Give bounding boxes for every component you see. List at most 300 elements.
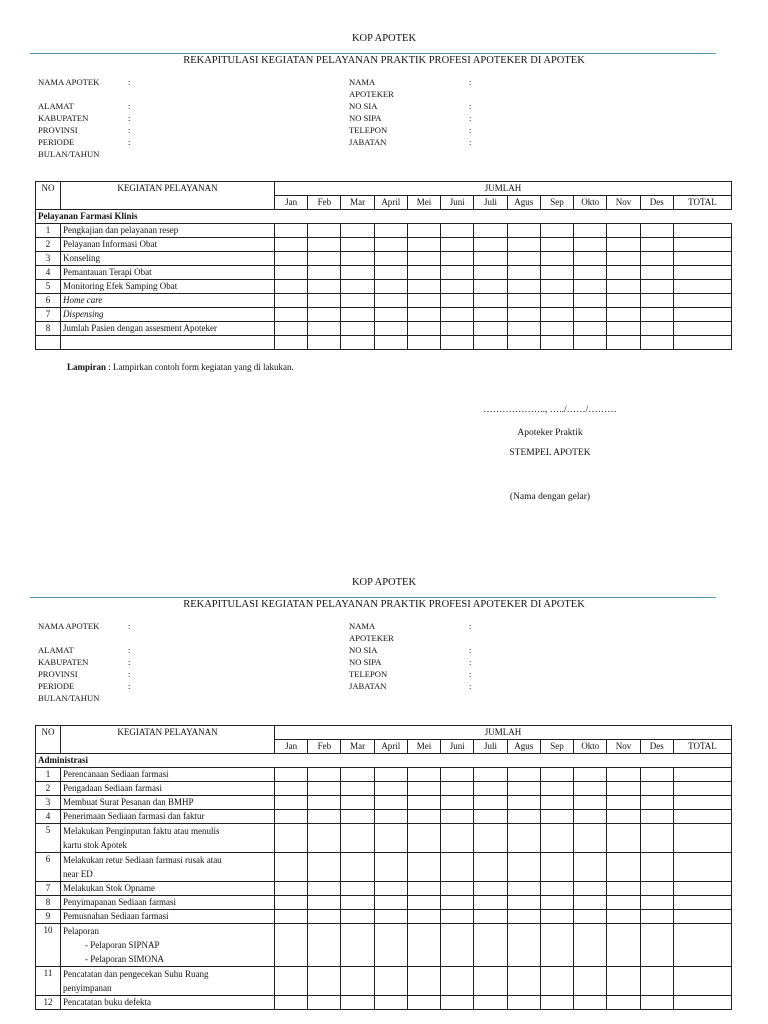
value-cell[interactable] [673,967,731,996]
value-cell[interactable] [607,910,640,924]
value-cell[interactable] [441,238,474,252]
value-cell[interactable] [275,280,308,294]
value-cell[interactable] [407,924,440,967]
value-cell[interactable] [507,294,540,308]
value-cell[interactable] [507,768,540,782]
value-cell[interactable] [474,336,507,350]
value-cell[interactable] [308,924,341,967]
value-cell[interactable] [341,280,374,294]
value-cell[interactable] [441,824,474,853]
value-cell[interactable] [673,252,731,266]
value-cell[interactable] [474,266,507,280]
value-cell[interactable] [474,996,507,1010]
row-label: Melakukan Penginputan faktu atau menulis kartu stok Apotek [61,824,275,853]
value-cell[interactable] [574,853,607,882]
value-cell[interactable] [540,266,573,280]
value-cell[interactable] [540,782,573,796]
value-cell[interactable] [474,882,507,896]
value-cell[interactable] [407,796,440,810]
value-cell[interactable] [507,252,540,266]
value-cell[interactable] [607,896,640,910]
value-cell[interactable] [540,924,573,967]
value-cell[interactable] [374,810,407,824]
value-cell[interactable] [673,782,731,796]
value-cell[interactable] [407,853,440,882]
value-cell[interactable] [640,924,673,967]
value-cell[interactable] [407,768,440,782]
value-cell[interactable] [673,824,731,853]
value-cell[interactable] [640,322,673,336]
value-cell[interactable] [574,824,607,853]
value-cell[interactable] [540,336,573,350]
value-cell[interactable] [607,322,640,336]
value-cell[interactable] [673,910,731,924]
value-cell[interactable] [441,280,474,294]
value-cell[interactable] [507,996,540,1010]
value-cell[interactable] [607,238,640,252]
value-cell[interactable] [407,967,440,996]
value-cell[interactable] [308,853,341,882]
value-cell[interactable] [474,768,507,782]
value-cell[interactable] [507,266,540,280]
value-cell[interactable] [673,294,731,308]
value-cell[interactable] [607,882,640,896]
value-cell[interactable] [474,238,507,252]
value-cell[interactable] [673,853,731,882]
value-cell[interactable] [341,882,374,896]
value-cell[interactable] [607,796,640,810]
value-cell[interactable] [474,294,507,308]
value-cell[interactable] [574,810,607,824]
value-cell[interactable] [407,238,440,252]
value-cell[interactable] [474,280,507,294]
value-cell[interactable] [607,768,640,782]
value-cell[interactable] [540,252,573,266]
value-cell[interactable] [607,280,640,294]
value-cell[interactable] [341,824,374,853]
value-cell[interactable] [407,810,440,824]
value-cell[interactable] [574,967,607,996]
value-cell[interactable] [640,796,673,810]
value-cell[interactable] [640,238,673,252]
value-cell[interactable] [507,882,540,896]
value-cell[interactable] [474,910,507,924]
value-cell[interactable] [673,924,731,967]
value-cell[interactable] [308,882,341,896]
row-label: Pemusnahan Sediaan farmasi [61,910,275,924]
value-cell[interactable] [574,910,607,924]
value-cell[interactable] [507,782,540,796]
value-cell[interactable] [275,810,308,824]
value-cell[interactable] [275,896,308,910]
value-cell[interactable] [308,252,341,266]
value-cell[interactable] [341,896,374,910]
value-cell[interactable] [374,882,407,896]
value-cell[interactable] [407,782,440,796]
value-cell[interactable] [441,967,474,996]
value-cell[interactable] [640,882,673,896]
value-cell[interactable] [308,910,341,924]
value-cell[interactable] [474,824,507,853]
value-cell[interactable] [574,238,607,252]
value-cell[interactable] [474,782,507,796]
value-cell[interactable] [474,896,507,910]
value-cell[interactable] [441,910,474,924]
value-cell[interactable] [507,322,540,336]
table-row-empty [36,336,732,350]
value-cell[interactable] [441,266,474,280]
value-cell[interactable] [574,996,607,1010]
value-cell[interactable] [441,768,474,782]
value-cell[interactable] [540,294,573,308]
value-cell[interactable] [673,336,731,350]
row-label: Perencanaan Sediaan farmasi [61,768,275,782]
value-cell[interactable] [275,996,308,1010]
col-kegiatan: KEGIATAN PELAYANAN [61,182,275,210]
value-cell[interactable] [540,224,573,238]
value-cell[interactable] [607,853,640,882]
month-feb: Feb [308,740,341,754]
value-cell[interactable] [407,266,440,280]
value-cell[interactable] [507,924,540,967]
value-cell[interactable] [308,238,341,252]
info-right: NAMA : APOTEKER NO SIA : NO SIPA : TELEPON : JABATAN : [349,77,472,147]
label-kabupaten: KABUPATEN [38,113,89,123]
value-cell[interactable] [474,924,507,967]
value-cell[interactable] [308,266,341,280]
value-cell[interactable] [574,768,607,782]
value-cell[interactable] [407,996,440,1010]
value-cell[interactable] [474,322,507,336]
value-cell[interactable] [607,924,640,967]
value-cell[interactable] [374,252,407,266]
value-cell[interactable] [507,224,540,238]
value-cell[interactable] [607,810,640,824]
value-cell[interactable] [640,967,673,996]
value-cell[interactable] [374,280,407,294]
value-cell[interactable] [308,336,341,350]
value-cell[interactable] [507,853,540,882]
value-cell[interactable] [574,796,607,810]
value-cell[interactable] [341,924,374,967]
value-cell[interactable] [640,910,673,924]
value-cell[interactable] [374,910,407,924]
value-cell[interactable] [407,224,440,238]
value-cell[interactable] [275,824,308,853]
value-cell[interactable] [374,853,407,882]
value-cell[interactable] [308,810,341,824]
value-cell[interactable] [507,336,540,350]
value-cell[interactable] [607,336,640,350]
value-cell[interactable] [441,882,474,896]
value-cell[interactable] [640,336,673,350]
value-cell[interactable] [441,336,474,350]
value-cell[interactable] [507,796,540,810]
value-cell[interactable] [441,252,474,266]
value-cell[interactable] [275,882,308,896]
value-cell[interactable] [540,882,573,896]
value-cell[interactable] [474,252,507,266]
value-cell[interactable] [574,252,607,266]
sub-item: - Pelaporan SIMONA [85,954,164,964]
rekap-table-administrasi [35,725,732,1010]
value-cell[interactable] [374,238,407,252]
value-cell[interactable] [640,782,673,796]
category-administrasi: Administrasi [36,754,732,768]
value-cell[interactable] [540,967,573,996]
value-cell[interactable] [673,238,731,252]
value-cell[interactable] [308,224,341,238]
table-row [36,996,732,1010]
value-cell[interactable] [640,768,673,782]
value-cell[interactable] [574,336,607,350]
value-cell[interactable] [507,824,540,853]
value-cell[interactable] [407,322,440,336]
value-cell[interactable] [441,796,474,810]
value-cell[interactable] [275,924,308,967]
value-cell[interactable] [374,322,407,336]
value-cell[interactable] [275,322,308,336]
value-cell[interactable] [574,782,607,796]
value-cell[interactable] [540,768,573,782]
value-cell[interactable] [441,996,474,1010]
value-cell[interactable] [574,280,607,294]
value-cell[interactable] [507,308,540,322]
value-cell[interactable] [441,224,474,238]
value-cell[interactable] [441,924,474,967]
month-sep: Sep [540,196,573,210]
value-cell[interactable] [374,768,407,782]
value-cell[interactable] [441,810,474,824]
value-cell[interactable] [607,996,640,1010]
value-cell[interactable] [341,853,374,882]
value-cell[interactable] [275,266,308,280]
value-cell[interactable] [574,322,607,336]
label-periode: PERIODE [38,137,75,147]
value-cell[interactable] [507,810,540,824]
value-cell[interactable] [407,280,440,294]
value-cell[interactable] [341,796,374,810]
value-cell[interactable] [607,294,640,308]
rekap-table-klinis [35,181,732,350]
value-cell[interactable] [673,996,731,1010]
value-cell[interactable] [640,252,673,266]
value-cell[interactable] [341,238,374,252]
value-cell[interactable] [308,294,341,308]
value-cell[interactable] [640,853,673,882]
value-cell[interactable] [308,796,341,810]
value-cell[interactable] [374,266,407,280]
value-cell[interactable] [673,810,731,824]
table-row [36,853,732,882]
value-cell[interactable] [673,768,731,782]
value-cell[interactable] [574,896,607,910]
value-cell[interactable] [341,910,374,924]
value-cell[interactable] [574,224,607,238]
table-row [36,924,732,967]
value-cell[interactable] [640,824,673,853]
lampiran-note [67,362,294,372]
value-cell[interactable] [407,910,440,924]
value-cell[interactable] [374,336,407,350]
value-cell[interactable] [341,308,374,322]
value-cell[interactable] [374,996,407,1010]
value-cell[interactable] [308,322,341,336]
value-cell[interactable] [308,308,341,322]
value-cell[interactable] [374,896,407,910]
value-cell[interactable] [574,266,607,280]
value-cell[interactable] [308,768,341,782]
row-label: Home care [61,294,275,308]
value-cell[interactable] [275,853,308,882]
value-cell[interactable] [308,967,341,996]
value-cell[interactable] [540,810,573,824]
value-cell[interactable] [640,308,673,322]
value-cell[interactable] [441,782,474,796]
value-cell[interactable] [407,308,440,322]
value-cell[interactable] [607,266,640,280]
value-cell[interactable] [441,322,474,336]
value-cell[interactable] [341,224,374,238]
value-cell[interactable] [673,796,731,810]
value-cell[interactable] [640,280,673,294]
value-cell[interactable] [407,896,440,910]
value-cell[interactable] [407,294,440,308]
value-cell[interactable] [374,294,407,308]
value-cell[interactable] [607,967,640,996]
value-cell[interactable] [540,910,573,924]
month-mei: Mei [407,196,440,210]
value-cell[interactable] [673,322,731,336]
value-cell[interactable] [407,824,440,853]
value-cell[interactable] [374,308,407,322]
value-cell[interactable] [374,796,407,810]
value-cell[interactable] [540,308,573,322]
value-cell[interactable] [275,252,308,266]
table-row [36,796,732,810]
value-cell[interactable] [574,924,607,967]
value-cell[interactable] [275,238,308,252]
value-cell[interactable] [474,796,507,810]
value-cell[interactable] [275,308,308,322]
value-cell[interactable] [374,224,407,238]
value-cell[interactable] [640,294,673,308]
value-cell[interactable] [507,280,540,294]
value-cell[interactable] [607,782,640,796]
value-cell[interactable] [275,768,308,782]
value-cell[interactable] [474,967,507,996]
value-cell[interactable] [407,336,440,350]
value-cell[interactable] [341,322,374,336]
value-cell[interactable] [275,336,308,350]
value-cell[interactable] [640,896,673,910]
value-cell[interactable] [673,882,731,896]
value-cell[interactable] [275,910,308,924]
value-cell[interactable] [308,896,341,910]
value-cell[interactable] [275,796,308,810]
value-cell[interactable] [507,910,540,924]
value-cell[interactable] [607,224,640,238]
value-cell[interactable] [341,782,374,796]
value-cell[interactable] [540,996,573,1010]
value-cell[interactable] [540,824,573,853]
signature-stamp: STEMPEL APOTEK [509,448,591,458]
value-cell[interactable] [574,882,607,896]
value-cell[interactable] [474,853,507,882]
value-cell[interactable] [574,294,607,308]
value-cell[interactable] [540,280,573,294]
value-cell[interactable] [275,967,308,996]
value-cell[interactable] [673,280,731,294]
value-cell[interactable] [374,924,407,967]
value-cell[interactable] [640,224,673,238]
value-cell[interactable] [640,810,673,824]
value-cell[interactable] [407,252,440,266]
value-cell[interactable] [474,224,507,238]
value-cell[interactable] [640,996,673,1010]
value-cell[interactable] [374,824,407,853]
value-cell[interactable] [341,967,374,996]
label-alamat: ALAMAT [38,101,74,111]
table-row [36,824,732,853]
value-cell[interactable] [341,252,374,266]
value-cell[interactable] [341,294,374,308]
value-cell[interactable] [441,308,474,322]
value-cell[interactable] [640,266,673,280]
value-cell[interactable] [441,853,474,882]
signature-name: (Nama dengan gelar) [509,492,591,502]
value-cell[interactable] [341,810,374,824]
value-cell[interactable] [441,294,474,308]
value-cell[interactable] [341,266,374,280]
value-cell[interactable] [341,768,374,782]
value-cell[interactable] [540,796,573,810]
value-cell[interactable] [673,308,731,322]
value-cell[interactable] [507,238,540,252]
value-cell[interactable] [507,896,540,910]
value-cell[interactable] [540,896,573,910]
value-cell[interactable] [275,294,308,308]
value-cell[interactable] [540,238,573,252]
value-cell[interactable] [673,266,731,280]
row-label: Jumlah Pasien dengan assesment Apoteker [61,322,275,336]
value-cell[interactable] [673,896,731,910]
value-cell[interactable] [507,967,540,996]
value-cell[interactable] [407,882,440,896]
value-cell[interactable] [540,322,573,336]
row-no: 7 [36,308,61,322]
value-cell[interactable] [275,224,308,238]
value-cell[interactable] [275,782,308,796]
value-cell[interactable] [574,308,607,322]
value-cell[interactable] [540,853,573,882]
value-cell[interactable] [308,782,341,796]
value-cell[interactable] [607,824,640,853]
value-cell[interactable] [308,280,341,294]
value-cell[interactable] [474,308,507,322]
value-cell[interactable] [374,967,407,996]
value-cell[interactable] [673,224,731,238]
value-cell[interactable] [308,996,341,1010]
value-cell[interactable] [607,308,640,322]
value-cell[interactable] [607,252,640,266]
value-cell[interactable] [474,810,507,824]
value-cell[interactable] [374,782,407,796]
value-cell[interactable] [308,824,341,853]
value-cell[interactable] [441,896,474,910]
value-cell[interactable] [341,996,374,1010]
value-cell[interactable] [341,336,374,350]
